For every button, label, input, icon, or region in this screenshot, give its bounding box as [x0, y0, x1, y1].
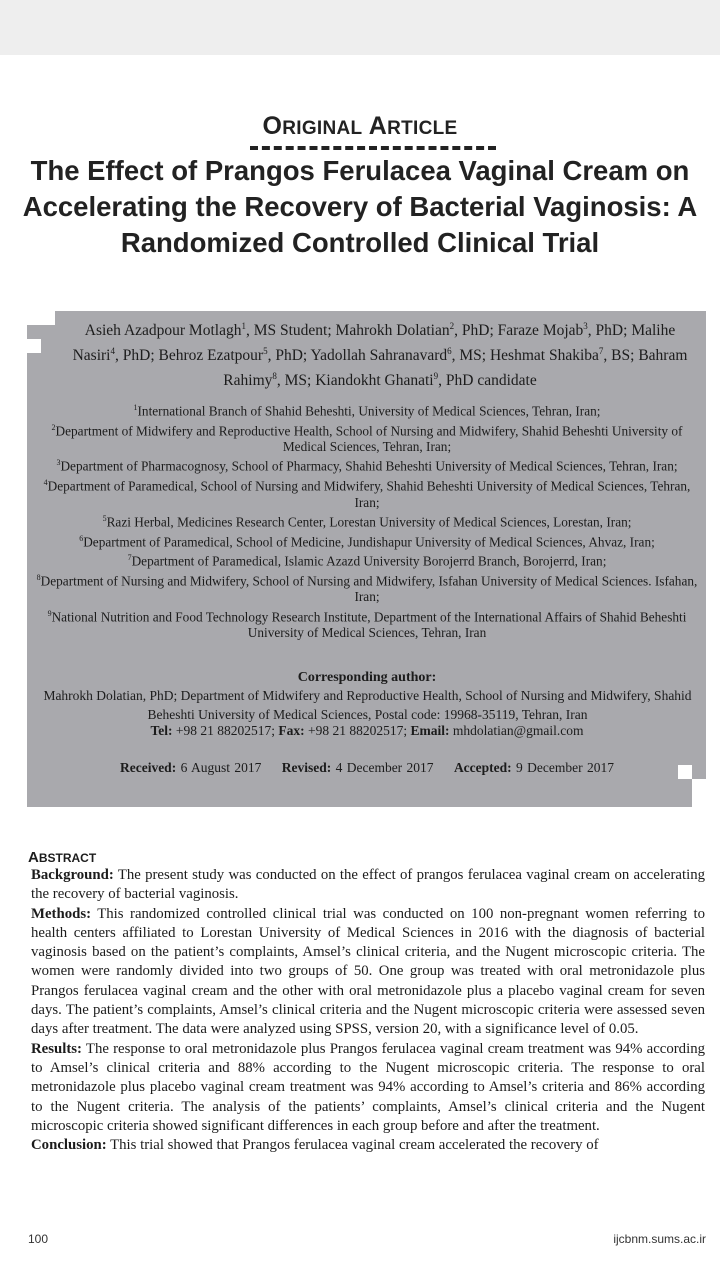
author-list	[60, 316, 700, 391]
affiliation-text: Razi Herbal, Medicines Research Center, Lorestan University of Medical Sciences, Lorestan, Iran;	[106, 514, 632, 530]
affiliation-number: 8	[36, 572, 41, 582]
affiliation-item	[32, 511, 702, 531]
author-affiliation-number: 5	[263, 346, 268, 357]
decorative-square	[41, 325, 55, 339]
affiliation-text: Department of Nursing and Midwifery, School of Nursing and Midwifery, Isfahan University of Medical Sciences. Isfahan, Iran;	[40, 573, 698, 605]
abstract-heading: ABSTRACT	[28, 849, 97, 866]
author-entry: Faraze Mojab$^3$, PhD;	[497, 321, 632, 340]
decorative-square	[27, 311, 41, 325]
author-affiliation-number: 4	[110, 346, 115, 357]
affiliation-number: 1	[133, 403, 138, 412]
author-affiliation-number: 2	[449, 321, 455, 331]
affiliation-list	[32, 400, 702, 641]
affiliation-number: 3	[56, 458, 61, 468]
author-entry: Asieh Azadpour Motlagh$^1$, MS Student;	[84, 321, 336, 340]
abstract-background: Background: The present study was conducted on the effect of prangos ferulacea vaginal cream on accelerating the recovery of bacterial vaginosis.	[31, 867, 706, 903]
corresponding-contact: Tel: +98 21 88202517; Fax: +98 21 88202517; Email: mhdolatian@gmail.com	[150, 723, 584, 738]
journal-website[interactable]: ijcbnm.sums.ac.ir	[613, 1232, 706, 1246]
author-affiliation-number: 1	[241, 321, 246, 331]
author-name: Kiandokht Ghanati	[315, 372, 434, 390]
author-name: Yadollah Sahranavard	[310, 347, 448, 365]
affiliation-item	[32, 420, 702, 456]
affiliation-text: International Branch of Shahid Beheshti, University of Medical Sciences, Tehran, Iran;	[137, 403, 601, 419]
article-dates: Received: 6 August 2017 Revised: 4 December 2017 Accepted: 9 December 2017	[119, 760, 615, 775]
author-degree: MS	[459, 347, 482, 365]
author-degree: BS	[611, 347, 631, 365]
author-name: Behroz Ezatpour	[158, 347, 264, 365]
author-name: Asieh Azadpour Motlagh	[84, 322, 242, 340]
author-degree: PhD candidate	[445, 372, 537, 390]
decorative-square	[27, 339, 41, 353]
affiliation-text: Department of Paramedical, Islamic Azazd University Borojerrd Branch, Borojerrd, Iran;	[131, 553, 607, 569]
author-degree: PhD	[122, 347, 151, 365]
affiliation-number: 6	[79, 533, 84, 543]
decorative-square	[692, 779, 706, 793]
article-type-heading: ORIGINAL ARTICLE	[262, 112, 458, 140]
affiliation-item	[32, 570, 702, 606]
viewer-top-bar	[0, 0, 720, 55]
author-name: Heshmat Shakiba	[489, 347, 599, 365]
corresponding-address: Mahrokh Dolatian, PhD; Department of Midwifery and Reproductive Health, School of Nursing and Midwifery, Shahid Beheshti University of Medical Sciences, Postal code: 19968-35119, Tehran, Iran	[43, 688, 692, 722]
author-name: Malihe Nasiri	[72, 322, 676, 365]
article-title: The Effect of Prangos Ferulacea Vaginal Cream on Accelerating the Recovery of Bacterial Vaginosis: A Randomized Controlled Clinical Trial	[22, 155, 698, 258]
author-entry: Bahram Rahimy$^8$, MS;	[223, 347, 688, 390]
abstract-body	[31, 866, 705, 1155]
affiliation-number: 7	[127, 553, 132, 563]
author-entry: Malihe Nasiri$^4$, PhD;	[72, 322, 676, 365]
author-affiliation-number: 8	[272, 371, 277, 382]
affiliation-text: Department of Paramedical, School of Nursing and Midwifery, Shahid Beheshti University of Medical Sciences, Tehran, Iran;	[47, 478, 691, 510]
decorative-square	[692, 793, 706, 807]
author-degree: PhD	[275, 347, 303, 365]
author-entry: Kiandokht Ghanati$^9$, PhD candidate	[315, 371, 537, 390]
email-link[interactable]: mhdolatian@gmail.com	[452, 723, 584, 738]
affiliation-text: Department of Midwifery and Reproductive Health, School of Nursing and Midwifery, Shahid Beheshti University of Medical Sciences, Tehran, Iran;	[55, 423, 683, 455]
corresponding-heading: Corresponding author:	[297, 670, 437, 685]
abstract-methods: Methods: This randomized controlled clinical trial was conducted on 100 non-pregnant women referring to health centers affiliated to Lorestan University of Medical Sciences in 2016 with the diagnosis of bacterial vaginosis based on the patient’s complaints, Amsel’s clinical criteria, and the Nugent microscopic criteria. The women were randomly divided into two groups of 50. One group was treated with oral metronidazole plus Prangos ferulacea vaginal cream and the other with oral metronidazole plus a placebo vaginal cream for seven days. The patient’s complaints, Amsel’s clinical criteria and the Nugent microscopic criteria were assessed seven days after treatment. The data were analyzed using SPSS, version 20, with a significance level of 0.05.	[31, 905, 705, 1038]
abstract-conclusion: Conclusion: This trial showed that Prangos ferulacea vaginal cream accelerated the recovery of	[31, 1137, 599, 1154]
affiliation-number: 9	[47, 608, 52, 618]
author-entry: Behroz Ezatpour$^5$, PhD;	[158, 346, 311, 365]
author-degree: PhD	[461, 322, 490, 340]
affiliation-number: 2	[51, 422, 56, 432]
affiliation-item	[32, 531, 702, 551]
heading-dashed-rule	[250, 146, 496, 150]
author-name: Bahram Rahimy	[223, 347, 688, 390]
author-affiliation-number: 6	[447, 346, 452, 357]
author-entry: Yadollah Sahranavard$^6$, MS;	[310, 346, 490, 365]
page-number: 100	[28, 1232, 49, 1246]
affiliation-item	[32, 475, 702, 511]
affiliation-text: National Nutrition and Food Technology Research Institute, Department of the International Affairs of Shahid Beheshti University of Medical Sciences, Tehran, Iran	[51, 609, 687, 641]
author-affiliation-number: 9	[433, 371, 439, 382]
affiliation-item	[32, 400, 702, 420]
affiliation-item	[32, 550, 702, 570]
affiliation-text: Department of Pharmacognosy, School of Pharmacy, Shahid Beheshti University of Medical Sciences, Tehran, Iran;	[60, 458, 678, 474]
affiliation-text: Department of Paramedical, School of Medicine, Jundishapur University of Medical Sciences, Ahvaz, Iran;	[83, 533, 655, 549]
decorative-square	[41, 311, 55, 325]
affiliation-item	[32, 455, 702, 475]
abstract-results: Results: The response to oral metronidazole plus Prangos ferulacea vaginal cream treatment was 94% according to Amsel’s clinical criteria and 88% according to the Nugent microscopic criteria. The response to oral metronidazole plus placebo vaginal cream treatment was 94% according to Amsel’s criteria and 86% according to the Nugent criteria. The analysis of the patients’ complaints, Amsel’s clinical criteria and the Nugent microscopic criteria showed significant differences in each group before and after the treatment.	[31, 1040, 705, 1134]
author-affiliation-number: 3	[583, 321, 588, 331]
affiliation-number: 4	[43, 478, 48, 488]
affiliation-item	[32, 606, 702, 642]
author-entry: Heshmat Shakiba$^7$, BS;	[489, 346, 639, 365]
author-degree: PhD	[595, 322, 624, 340]
affiliation-number: 5	[102, 513, 107, 523]
author-affiliation-number: 7	[598, 346, 604, 357]
author-name: Faraze Mojab	[497, 322, 584, 340]
author-name: Mahrokh Dolatian	[335, 322, 450, 340]
author-degree: MS	[284, 372, 308, 390]
author-entry: Mahrokh Dolatian$^2$, PhD;	[335, 321, 498, 340]
author-degree: MS Student	[253, 322, 328, 340]
